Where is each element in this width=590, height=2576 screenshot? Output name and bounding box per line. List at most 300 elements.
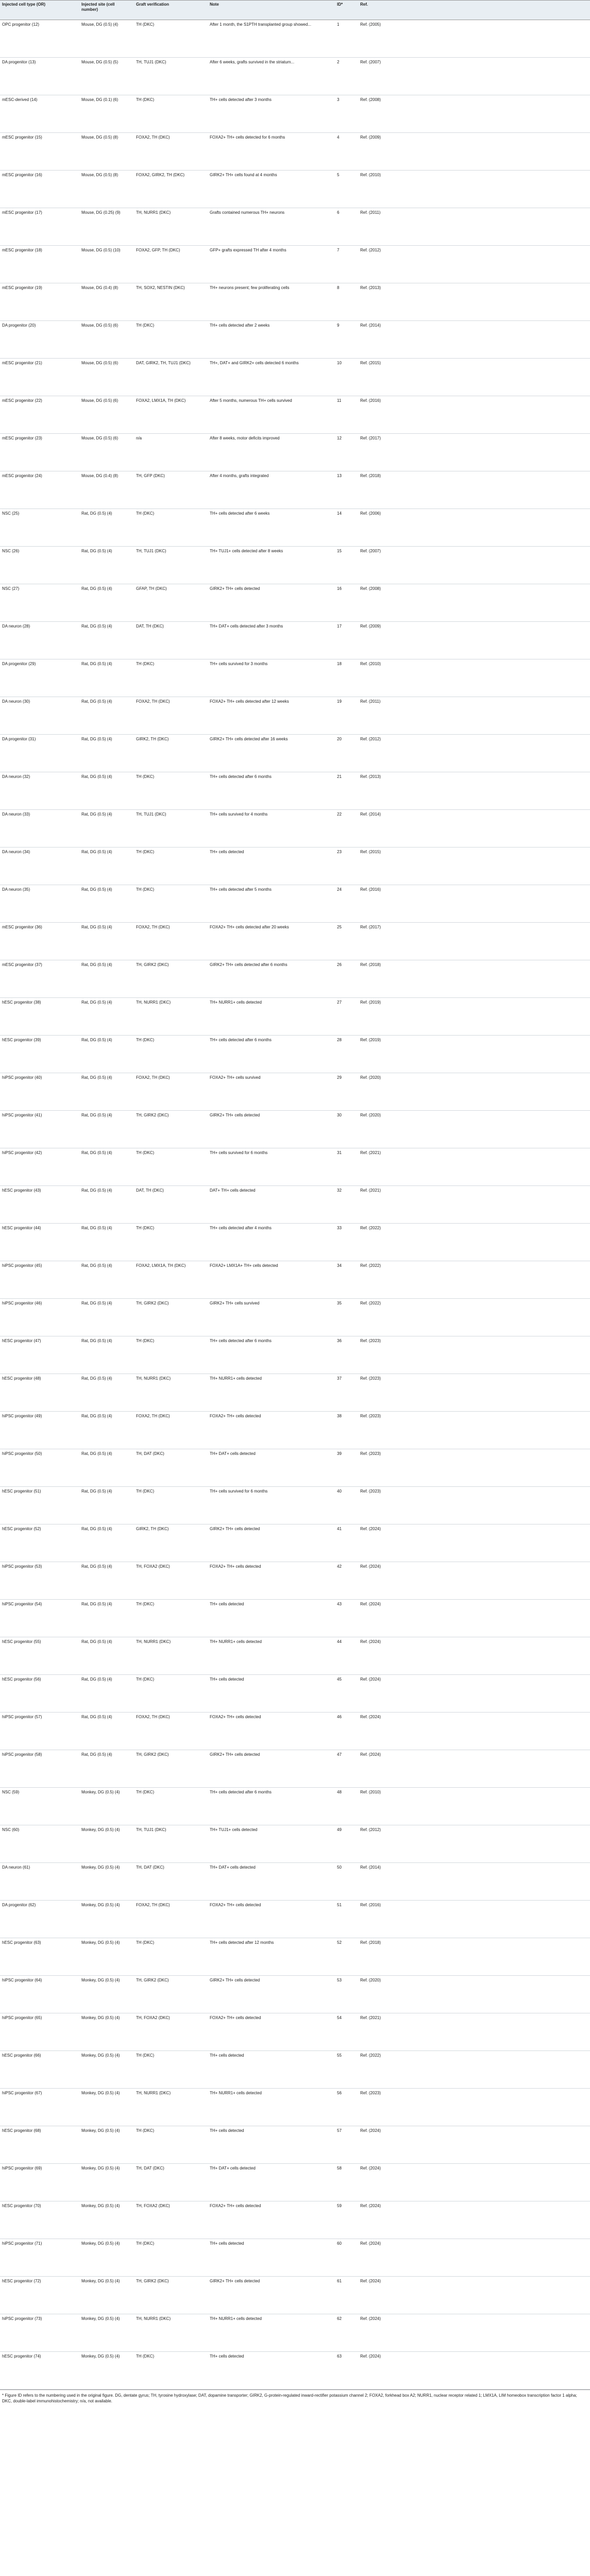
table-cell: TH, GIRK2 (DKC): [134, 1299, 208, 1336]
header-cell: Graft verification: [134, 1, 208, 20]
table-cell: hiPSC progenitor (71): [0, 2239, 79, 2277]
table-cell: TH+ cells detected after 6 months: [208, 1036, 335, 1073]
table-row: [0, 20, 590, 58]
table-cell: TH+ cells detected after 6 weeks: [208, 509, 335, 547]
table-cell: 35: [335, 1299, 358, 1336]
table-cell: hESC progenitor (44): [0, 1224, 79, 1261]
table-cell: TH, GIRK2 (DKC): [134, 960, 208, 998]
table-cell: [384, 396, 590, 434]
table-cell: mESC progenitor (37): [0, 960, 79, 998]
table-cell: Ref. (2024): [358, 1713, 384, 1750]
table-cell: GIRK2+ TH+ cells detected: [208, 2277, 335, 2314]
table-row: [0, 208, 590, 246]
table-row: [0, 2164, 590, 2201]
table-cell: Rat, DG (0.5) (4): [79, 885, 134, 923]
table-row: [0, 848, 590, 885]
table-cell: Ref. (2022): [358, 2051, 384, 2089]
table-row: [0, 321, 590, 359]
table-cell: TH+ NURR1+ cells detected: [208, 2089, 335, 2126]
table-cell: Monkey, DG (0.5) (4): [79, 1901, 134, 1938]
table-cell: hiPSC progenitor (53): [0, 1562, 79, 1600]
table-cell: Ref. (2010): [358, 171, 384, 208]
table-cell: 58: [335, 2164, 358, 2201]
table-cell: DA neuron (33): [0, 810, 79, 848]
table-cell: FOXA2+ TH+ cells detected: [208, 2013, 335, 2051]
table-cell: TH, NURR1 (DKC): [134, 208, 208, 246]
table-cell: TH, TUJ1 (DKC): [134, 547, 208, 584]
table-cell: TH+ cells survived for 6 months: [208, 1487, 335, 1524]
table-cell: 61: [335, 2277, 358, 2314]
table-cell: [384, 848, 590, 885]
table-cell: Ref. (2024): [358, 1600, 384, 1637]
table-cell: [384, 95, 590, 133]
table-cell: [384, 1938, 590, 1976]
table-cell: Monkey, DG (0.5) (4): [79, 2126, 134, 2164]
table-cell: [384, 1788, 590, 1825]
table-cell: 20: [335, 735, 358, 772]
table-cell: FOXA2+ TH+ cells detected: [208, 1901, 335, 1938]
table-cell: 54: [335, 2013, 358, 2051]
table-row: [0, 1675, 590, 1713]
table-cell: [384, 1825, 590, 1863]
table-cell: 7: [335, 246, 358, 283]
table-cell: Mouse, DG (0.4) (8): [79, 471, 134, 509]
table-cell: TH+ cells detected after 4 months: [208, 1224, 335, 1261]
table-cell: Rat, DG (0.5) (4): [79, 810, 134, 848]
table-cell: 24: [335, 885, 358, 923]
table-row: [0, 283, 590, 321]
table-cell: hESC progenitor (74): [0, 2352, 79, 2389]
table-cell: TH (DKC): [134, 95, 208, 133]
table-cell: TH+ cells detected: [208, 2051, 335, 2089]
table-cell: Ref. (2019): [358, 1036, 384, 1073]
table-cell: [384, 2277, 590, 2314]
table-cell: 12: [335, 434, 358, 471]
table-cell: Ref. (2023): [358, 1449, 384, 1487]
table-cell: 46: [335, 1713, 358, 1750]
table-cell: [384, 1863, 590, 1901]
table-cell: 63: [335, 2352, 358, 2389]
table-cell: [384, 1186, 590, 1224]
table-cell: DAT+ TH+ cells detected: [208, 1186, 335, 1224]
table-cell: FOXA2, GIRK2, TH (DKC): [134, 171, 208, 208]
table-cell: [384, 1675, 590, 1713]
table-cell: GIRK2, TH (DKC): [134, 735, 208, 772]
table-cell: GIRK2+ TH+ cells detected: [208, 584, 335, 622]
table-cell: TH+ NURR1+ cells detected: [208, 2314, 335, 2352]
table-cell: TH, FOXA2 (DKC): [134, 2013, 208, 2051]
table-cell: Ref. (2013): [358, 283, 384, 321]
table-row: [0, 509, 590, 547]
table-row: [0, 1336, 590, 1374]
table-row: [0, 1449, 590, 1487]
table-cell: 60: [335, 2239, 358, 2277]
table-cell: hESC progenitor (39): [0, 1036, 79, 1073]
table-cell: Mouse, DG (0.5) (8): [79, 133, 134, 171]
table-cell: GIRK2+ TH+ cells detected after 6 months: [208, 960, 335, 998]
table-cell: TH, TUJ1 (DKC): [134, 810, 208, 848]
table-cell: Ref. (2024): [358, 1637, 384, 1675]
table-cell: 13: [335, 471, 358, 509]
table-cell: Rat, DG (0.5) (4): [79, 1299, 134, 1336]
table-cell: 51: [335, 1901, 358, 1938]
table-row: [0, 1938, 590, 1976]
table-cell: After 6 weeks, grafts survived in the striatum...: [208, 58, 335, 95]
table-cell: Ref. (2021): [358, 1148, 384, 1186]
table-cell: 4: [335, 133, 358, 171]
table-cell: Mouse, DG (0.5) (6): [79, 321, 134, 359]
table-cell: DA neuron (34): [0, 848, 79, 885]
table-cell: [384, 1562, 590, 1600]
table-cell: 9: [335, 321, 358, 359]
table-cell: Mouse, DG (0.5) (6): [79, 359, 134, 396]
table-cell: Ref. (2012): [358, 1825, 384, 1863]
table-cell: hiPSC progenitor (42): [0, 1148, 79, 1186]
table-cell: Ref. (2021): [358, 2013, 384, 2051]
table-cell: Monkey, DG (0.5) (4): [79, 1976, 134, 2013]
table-cell: GIRK2+ TH+ cells detected: [208, 1976, 335, 2013]
table-cell: Monkey, DG (0.5) (4): [79, 2277, 134, 2314]
table-cell: [384, 584, 590, 622]
table-cell: Monkey, DG (0.5) (4): [79, 2164, 134, 2201]
table-cell: Monkey, DG (0.5) (4): [79, 1788, 134, 1825]
table-cell: Rat, DG (0.5) (4): [79, 1524, 134, 1562]
table-cell: Rat, DG (0.5) (4): [79, 1073, 134, 1111]
table-cell: Ref. (2014): [358, 321, 384, 359]
table-cell: [384, 998, 590, 1036]
table-cell: [384, 1111, 590, 1148]
table-cell: Monkey, DG (0.5) (4): [79, 2051, 134, 2089]
table-cell: TH, GIRK2 (DKC): [134, 1976, 208, 2013]
table-cell: Mouse, DG (0.5) (10): [79, 246, 134, 283]
table-cell: hiPSC progenitor (58): [0, 1750, 79, 1788]
table-cell: [384, 1524, 590, 1562]
table-cell: Ref. (2015): [358, 359, 384, 396]
table-cell: [384, 2314, 590, 2352]
table-cell: TH+ cells detected: [208, 848, 335, 885]
table-cell: TH (DKC): [134, 885, 208, 923]
table-cell: Ref. (2012): [358, 246, 384, 283]
table-cell: Rat, DG (0.5) (4): [79, 697, 134, 735]
table-cell: mESC progenitor (36): [0, 923, 79, 960]
table-cell: [384, 735, 590, 772]
table-cell: Monkey, DG (0.5) (4): [79, 2013, 134, 2051]
table-cell: TH, DAT (DKC): [134, 1449, 208, 1487]
table-cell: [384, 960, 590, 998]
table-header-row: [0, 1, 590, 20]
table-cell: Rat, DG (0.5) (4): [79, 509, 134, 547]
table-cell: Rat, DG (0.5) (4): [79, 547, 134, 584]
table-cell: hiPSC progenitor (50): [0, 1449, 79, 1487]
table-cell: hiPSC progenitor (69): [0, 2164, 79, 2201]
table-cell: Ref. (2021): [358, 1186, 384, 1224]
table-cell: [384, 171, 590, 208]
table-cell: TH+ cells detected after 3 months: [208, 95, 335, 133]
table-cell: GIRK2+ TH+ cells detected: [208, 1750, 335, 1788]
table-cell: NSC (27): [0, 584, 79, 622]
table-cell: FOXA2+ TH+ cells detected: [208, 1713, 335, 1750]
table-cell: 21: [335, 772, 358, 810]
table-row: [0, 1036, 590, 1073]
table-cell: Rat, DG (0.5) (4): [79, 1412, 134, 1449]
table-cell: Ref. (2008): [358, 584, 384, 622]
table-cell: [384, 1073, 590, 1111]
table-row: [0, 735, 590, 772]
table-cell: [384, 547, 590, 584]
table-cell: TH (DKC): [134, 1600, 208, 1637]
table-cell: TH+ neurons present; few proliferating cells: [208, 283, 335, 321]
table-cell: TH+, DAT+ and GIRK2+ cells detected 6 months: [208, 359, 335, 396]
table-row: [0, 1487, 590, 1524]
table-cell: [384, 1299, 590, 1336]
table-cell: Ref. (2024): [358, 1750, 384, 1788]
table-cell: 53: [335, 1976, 358, 2013]
table-cell: Ref. (2011): [358, 697, 384, 735]
table-cell: [384, 208, 590, 246]
table-cell: 26: [335, 960, 358, 998]
table-cell: DAT, GIRK2, TH, TUJ1 (DKC): [134, 359, 208, 396]
table-cell: Rat, DG (0.5) (4): [79, 1148, 134, 1186]
table-cell: hESC progenitor (43): [0, 1186, 79, 1224]
table-cell: [384, 923, 590, 960]
table-row: [0, 471, 590, 509]
table-cell: OPC progenitor (12): [0, 20, 79, 58]
table-cell: 36: [335, 1336, 358, 1374]
table-cell: [384, 1976, 590, 2013]
table-cell: 62: [335, 2314, 358, 2352]
table-cell: TH, NURR1 (DKC): [134, 2089, 208, 2126]
table-cell: TH, NURR1 (DKC): [134, 998, 208, 1036]
table-cell: Ref. (2011): [358, 208, 384, 246]
table-cell: FOXA2+ TH+ cells detected: [208, 1412, 335, 1449]
table-cell: FOXA2+ TH+ cells detected: [208, 2201, 335, 2239]
table-cell: TH (DKC): [134, 659, 208, 697]
table-cell: 39: [335, 1449, 358, 1487]
table-cell: mESC-derived (14): [0, 95, 79, 133]
table-cell: FOXA2, TH (DKC): [134, 1901, 208, 1938]
table-cell: Ref. (2006): [358, 509, 384, 547]
table-cell: DA neuron (30): [0, 697, 79, 735]
table-row: [0, 246, 590, 283]
table-row: [0, 659, 590, 697]
table-cell: FOXA2, LMX1A, TH (DKC): [134, 396, 208, 434]
table-cell: Ref. (2024): [358, 1562, 384, 1600]
table-cell: [384, 359, 590, 396]
table-cell: hiPSC progenitor (67): [0, 2089, 79, 2126]
table-cell: TH+ cells detected after 12 months: [208, 1938, 335, 1976]
table-cell: 41: [335, 1524, 358, 1562]
table-cell: GIRK2+ TH+ cells detected after 16 weeks: [208, 735, 335, 772]
table-cell: 34: [335, 1261, 358, 1299]
table-cell: GIRK2+ TH+ cells detected: [208, 1111, 335, 1148]
table-cell: TH (DKC): [134, 1788, 208, 1825]
table-cell: 48: [335, 1788, 358, 1825]
table-cell: Rat, DG (0.5) (4): [79, 1713, 134, 1750]
table-cell: hESC progenitor (55): [0, 1637, 79, 1675]
table-cell: TH+ NURR1+ cells detected: [208, 1637, 335, 1675]
table-row: [0, 1788, 590, 1825]
table-cell: hiPSC progenitor (46): [0, 1299, 79, 1336]
table-cell: mESC progenitor (24): [0, 471, 79, 509]
table-cell: [384, 1713, 590, 1750]
table-cell: 15: [335, 547, 358, 584]
table-row: [0, 2277, 590, 2314]
table-cell: Mouse, DG (0.5) (4): [79, 20, 134, 58]
table-cell: hESC progenitor (68): [0, 2126, 79, 2164]
table-cell: [384, 2352, 590, 2389]
table-cell: Rat, DG (0.5) (4): [79, 1750, 134, 1788]
table-cell: TH (DKC): [134, 1336, 208, 1374]
table-cell: 5: [335, 171, 358, 208]
table-cell: Rat, DG (0.5) (4): [79, 923, 134, 960]
table-cell: Ref. (2022): [358, 1261, 384, 1299]
table-cell: 10: [335, 359, 358, 396]
table-cell: TH (DKC): [134, 1675, 208, 1713]
table-cell: Ref. (2016): [358, 885, 384, 923]
table-cell: FOXA2, TH (DKC): [134, 1073, 208, 1111]
table-cell: Rat, DG (0.5) (4): [79, 584, 134, 622]
table-cell: Monkey, DG (0.5) (4): [79, 2352, 134, 2389]
table-cell: TH+ DAT+ cells detected: [208, 2164, 335, 2201]
table-cell: hiPSC progenitor (73): [0, 2314, 79, 2352]
table-cell: [384, 1412, 590, 1449]
table-cell: Rat, DG (0.5) (4): [79, 1449, 134, 1487]
table-cell: Ref. (2010): [358, 659, 384, 697]
table-cell: [384, 1374, 590, 1412]
table-cell: hESC progenitor (52): [0, 1524, 79, 1562]
table-cell: TH+ cells detected: [208, 1600, 335, 1637]
table-cell: DA neuron (35): [0, 885, 79, 923]
table-cell: NSC (60): [0, 1825, 79, 1863]
table-cell: Rat, DG (0.5) (4): [79, 659, 134, 697]
table-cell: Rat, DG (0.5) (4): [79, 1224, 134, 1261]
table-cell: Mouse, DG (0.1) (6): [79, 95, 134, 133]
table-cell: DA neuron (28): [0, 622, 79, 659]
table-cell: [384, 659, 590, 697]
table-cell: 59: [335, 2201, 358, 2239]
table-row: [0, 622, 590, 659]
table-cell: 47: [335, 1750, 358, 1788]
table-cell: Mouse, DG (0.5) (5): [79, 58, 134, 95]
table-cell: TH+ cells detected after 5 months: [208, 885, 335, 923]
table-cell: hESC progenitor (38): [0, 998, 79, 1036]
table-row: [0, 697, 590, 735]
table-body: [0, 20, 590, 2389]
table-cell: n/a: [134, 434, 208, 471]
table-cell: FOXA2+ TH+ cells detected after 12 weeks: [208, 697, 335, 735]
table-cell: [384, 1261, 590, 1299]
table-cell: Ref. (2017): [358, 434, 384, 471]
table-row: [0, 584, 590, 622]
table-cell: Ref. (2012): [358, 735, 384, 772]
table-cell: Rat, DG (0.5) (4): [79, 1111, 134, 1148]
table-row: [0, 95, 590, 133]
table-row: [0, 1073, 590, 1111]
table-cell: TH (DKC): [134, 2051, 208, 2089]
table-cell: 49: [335, 1825, 358, 1863]
table-cell: [384, 2089, 590, 2126]
table-cell: FOXA2+ LMX1A+ TH+ cells detected: [208, 1261, 335, 1299]
table-cell: 43: [335, 1600, 358, 1637]
table-cell: TH+ DAT+ cells detected: [208, 1863, 335, 1901]
header-cell: [384, 1, 590, 20]
table-row: [0, 998, 590, 1036]
table-cell: GIRK2+ TH+ cells survived: [208, 1299, 335, 1336]
table-row: [0, 434, 590, 471]
table-cell: Ref. (2008): [358, 95, 384, 133]
table-cell: 27: [335, 998, 358, 1036]
table-cell: FOXA2, TH (DKC): [134, 923, 208, 960]
table-cell: hESC progenitor (72): [0, 2277, 79, 2314]
table-cell: Monkey, DG (0.5) (4): [79, 1938, 134, 1976]
table-row: [0, 1299, 590, 1336]
table-cell: TH+ cells detected: [208, 1675, 335, 1713]
table-cell: TH (DKC): [134, 321, 208, 359]
table-cell: 17: [335, 622, 358, 659]
table-cell: TH (DKC): [134, 1224, 208, 1261]
table-cell: [384, 2239, 590, 2277]
table-cell: [384, 810, 590, 848]
table-cell: FOXA2+ TH+ cells survived: [208, 1073, 335, 1111]
table-cell: mESC progenitor (19): [0, 283, 79, 321]
table-cell: 30: [335, 1111, 358, 1148]
table-cell: DA progenitor (13): [0, 58, 79, 95]
table-cell: hiPSC progenitor (40): [0, 1073, 79, 1111]
table-cell: Ref. (2020): [358, 1976, 384, 2013]
table-row: [0, 547, 590, 584]
table-cell: mESC progenitor (18): [0, 246, 79, 283]
header-cell: Ref.: [358, 1, 384, 20]
table-cell: mESC progenitor (15): [0, 133, 79, 171]
table-cell: Ref. (2009): [358, 622, 384, 659]
table-cell: TH+ cells survived for 4 months: [208, 810, 335, 848]
table-cell: mESC progenitor (17): [0, 208, 79, 246]
table-cell: [384, 1487, 590, 1524]
table-cell: Ref. (2024): [358, 1675, 384, 1713]
table-cell: TH (DKC): [134, 2126, 208, 2164]
table-row: [0, 133, 590, 171]
table-cell: TH, SOX2, NESTIN (DKC): [134, 283, 208, 321]
table-cell: 19: [335, 697, 358, 735]
table-cell: Rat, DG (0.5) (4): [79, 1562, 134, 1600]
table-cell: Ref. (2018): [358, 960, 384, 998]
table-cell: hESC progenitor (70): [0, 2201, 79, 2239]
table-cell: 37: [335, 1374, 358, 1412]
table-footnote: * Figure ID refers to the numbering used in the original figure. DG, dentate gyrus; TH, tyrosine hydroxylase; DAT, dopamine transporter; GIRK2, G-protein-regulated inward-rectifier potassium channel 2; FOXA2, forkhead box A2; NURR1, nuclear receptor related 1; LMX1A, LIM homeobox transcription factor 1 alpha; DKC, double-label immunohistochemistry; n/a, not available.: [0, 2389, 590, 2407]
table-row: [0, 1750, 590, 1788]
table-cell: Grafts contained numerous TH+ neurons: [208, 208, 335, 246]
table-cell: [384, 1750, 590, 1788]
table-cell: GIRK2+ TH+ cells detected: [208, 1524, 335, 1562]
table-cell: Ref. (2023): [358, 2089, 384, 2126]
table-row: [0, 1111, 590, 1148]
table-cell: TH+ cells detected after 6 months: [208, 1336, 335, 1374]
table-cell: 38: [335, 1412, 358, 1449]
table-row: [0, 396, 590, 434]
table-cell: Mouse, DG (0.5) (8): [79, 171, 134, 208]
table-cell: 28: [335, 1036, 358, 1073]
table-cell: TH, DAT (DKC): [134, 2164, 208, 2201]
table-cell: Ref. (2018): [358, 1938, 384, 1976]
table-cell: TH, NURR1 (DKC): [134, 1637, 208, 1675]
table-cell: [384, 321, 590, 359]
table-cell: Ref. (2024): [358, 2277, 384, 2314]
table-row: [0, 2314, 590, 2352]
table-cell: Ref. (2023): [358, 1374, 384, 1412]
table-cell: TH, FOXA2 (DKC): [134, 2201, 208, 2239]
table-cell: [384, 246, 590, 283]
table-cell: hiPSC progenitor (64): [0, 1976, 79, 2013]
